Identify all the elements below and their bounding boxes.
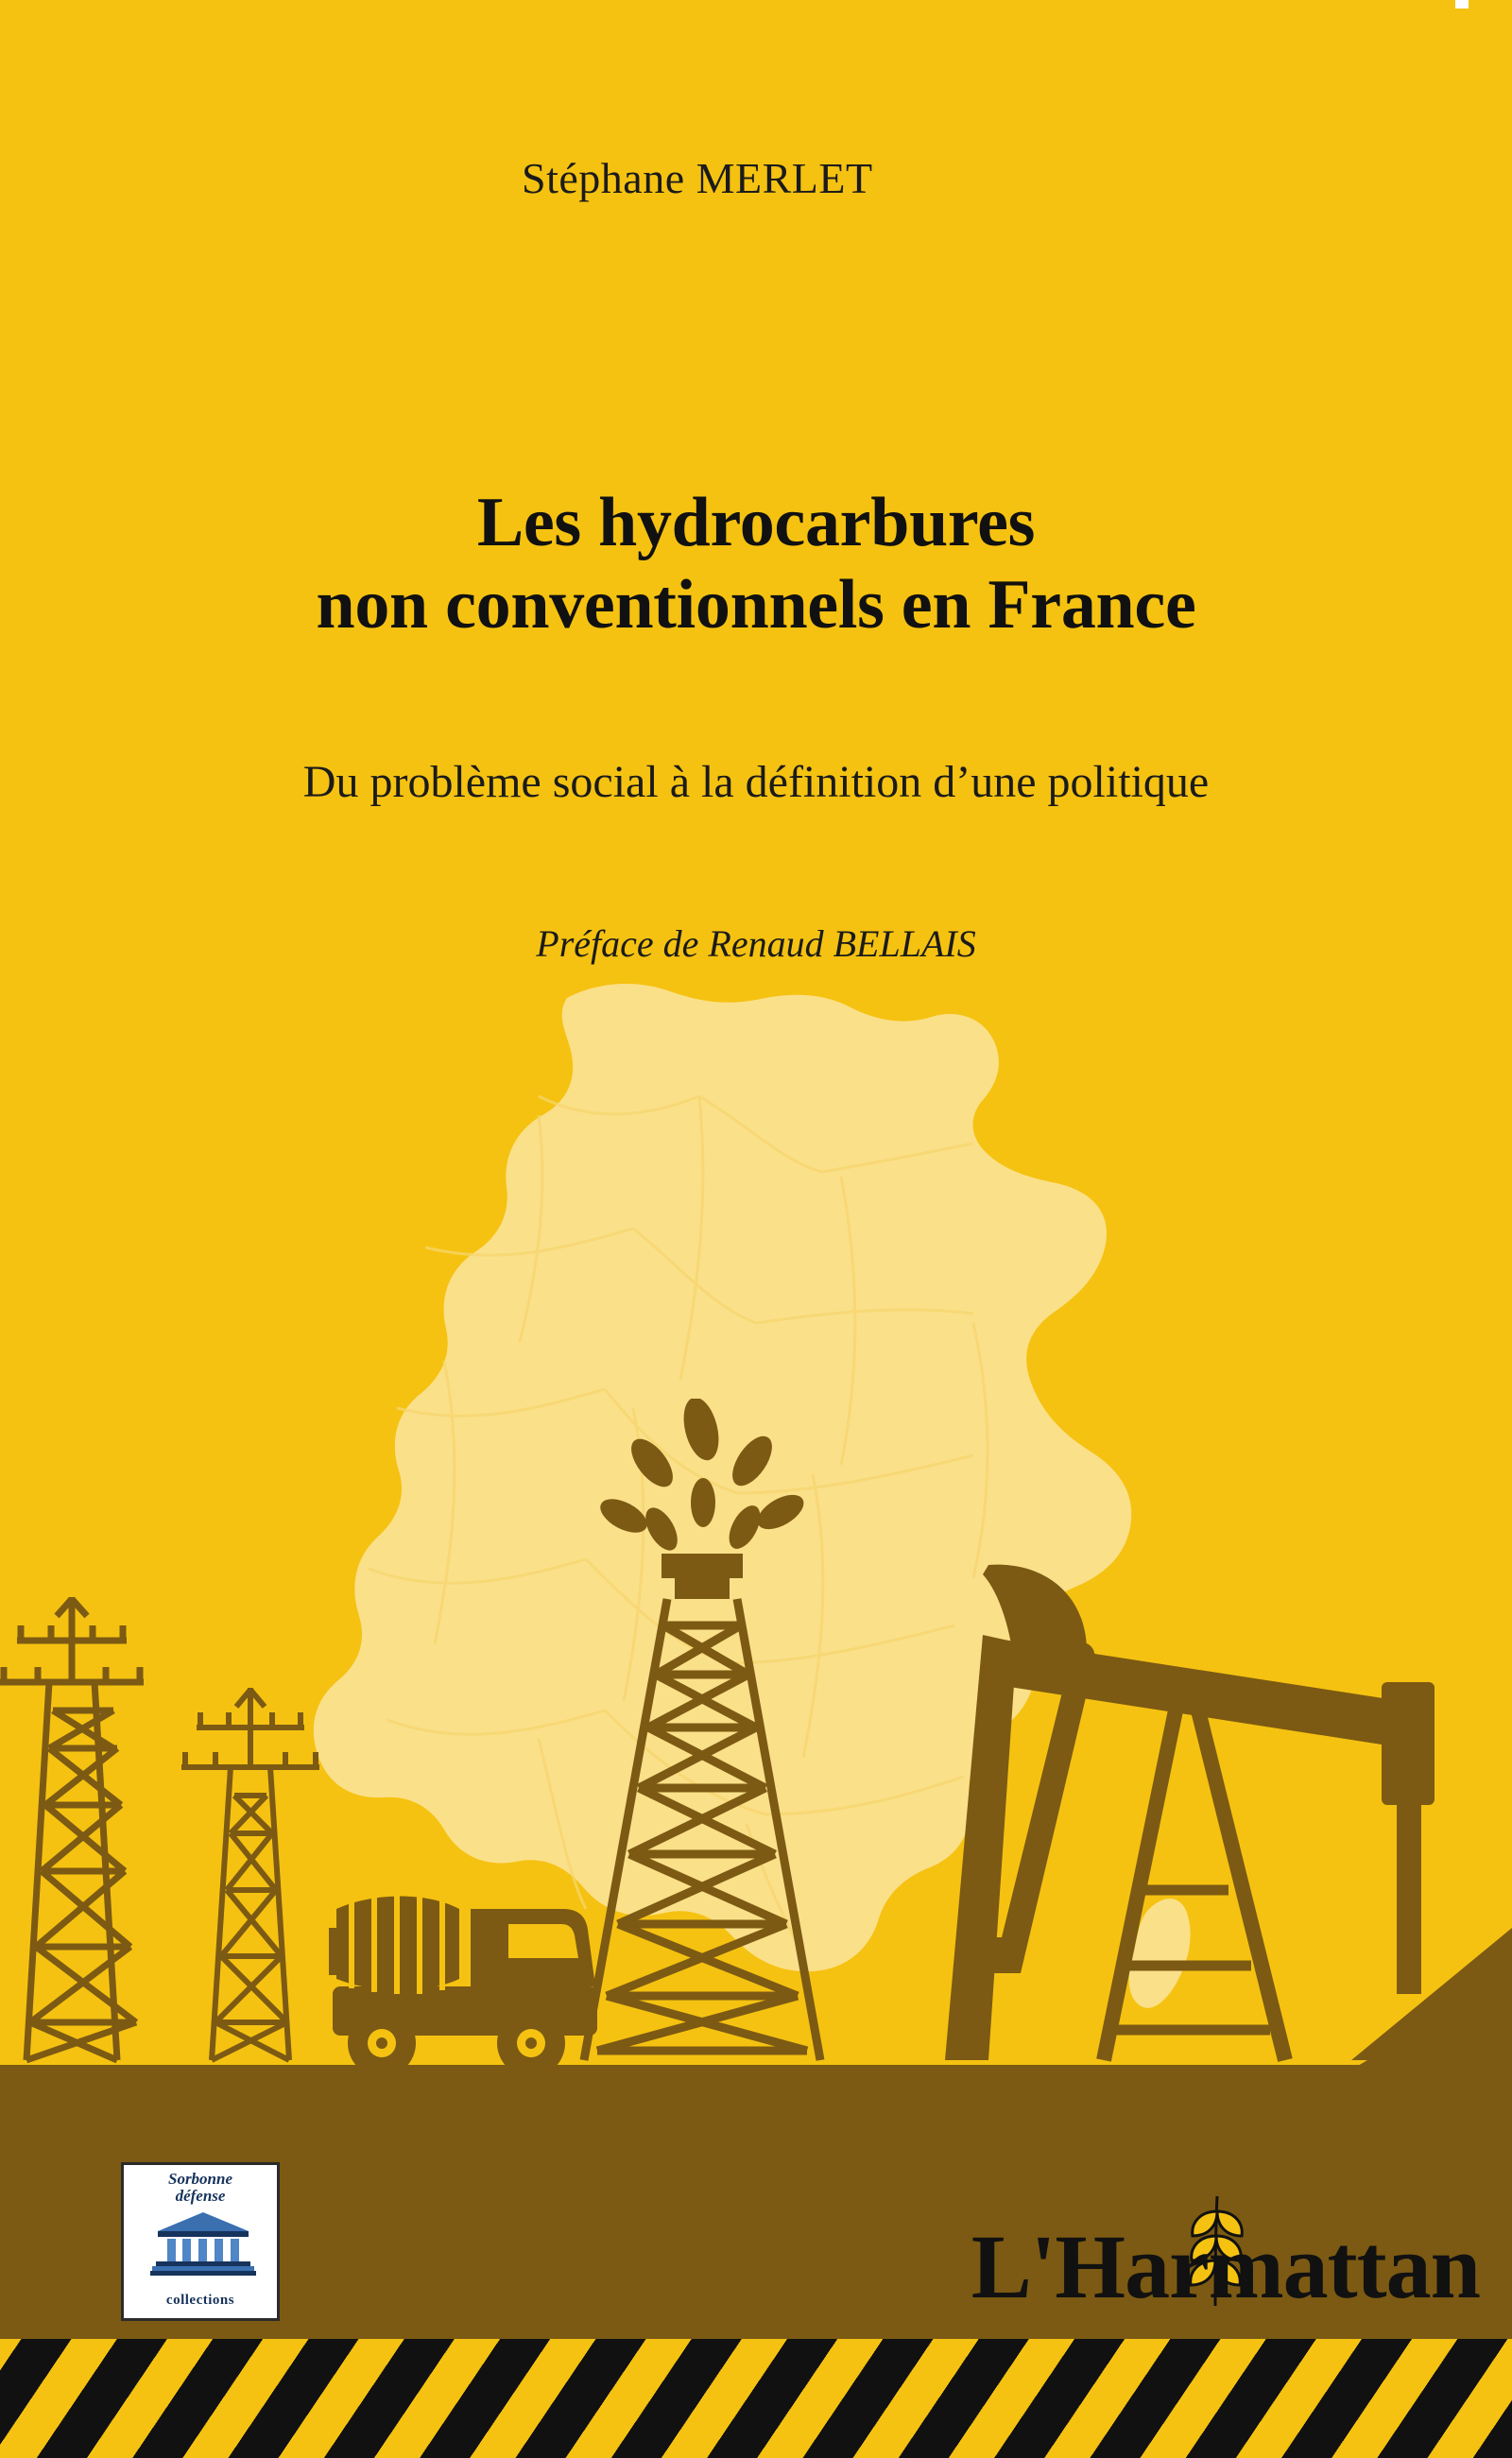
hazard-stripes: [0, 2339, 1512, 2458]
title-line-1: Les hydrocarbures: [476, 484, 1036, 561]
collection-logo: [121, 2162, 280, 2321]
top-edge-nick: [1455, 0, 1469, 9]
book-subtitle: Du problème social à la définition d’une politique: [302, 757, 1210, 807]
publisher-logo: [971, 2192, 1480, 2325]
pylon-icon: [0, 1597, 144, 2060]
top-edge: [0, 0, 1512, 6]
collection-logo-title-line1: Sorbonne: [167, 2170, 233, 2188]
cement-mixer-truck-icon: [329, 1890, 597, 2077]
temple-icon: [150, 2210, 256, 2278]
hazard-stripe-band: [0, 2339, 1512, 2458]
author-name: Stéphane MERLET: [522, 154, 873, 202]
collection-logo-title: [124, 2171, 277, 2205]
book-title: [0, 482, 1512, 645]
preface-credit: Préface de Renaud BELLAIS: [536, 922, 976, 965]
drilling-derrick-icon: [584, 1554, 820, 2060]
oil-gusher-icon: [595, 1399, 810, 1556]
collection-logo-subtitle: collections: [165, 2293, 235, 2308]
pylon-icon: [181, 1688, 319, 2060]
title-line-2: non conventionnels en France: [316, 565, 1196, 644]
publisher-name: L'Harmattan: [971, 2216, 1480, 2317]
collection-logo-title-line2: défense: [175, 2186, 226, 2205]
pumpjack-icon: [945, 1565, 1512, 2060]
industrial-scene: [0, 1399, 1512, 2079]
